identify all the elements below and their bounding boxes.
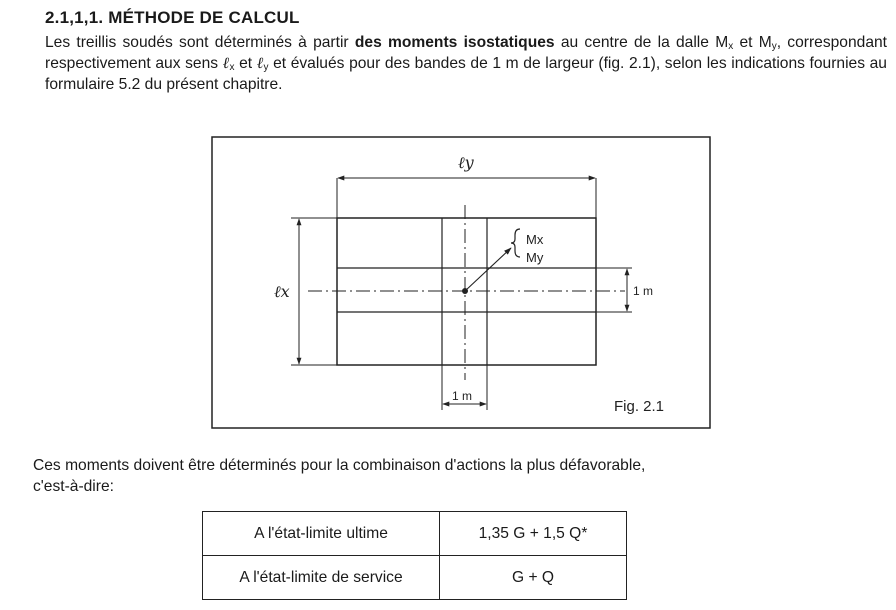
intro-bold-term: des moments isostatiques	[354, 34, 555, 51]
table-cell-state: A l'état-limite ultime	[203, 512, 440, 556]
moment-leader	[465, 248, 511, 291]
moment-brace	[511, 229, 520, 257]
intro-ell-y-sub: y	[263, 62, 269, 73]
intro-ell-x: ℓ	[222, 54, 230, 72]
intro-sub-y: y	[771, 41, 777, 52]
intro-sub-x: x	[728, 41, 734, 52]
intro-text-5: et	[234, 55, 257, 72]
figure-caption: Fig. 2.1	[614, 398, 665, 415]
intro-ell-y: ℓ	[256, 54, 264, 72]
intro-text-2: au centre de la dalle M	[554, 34, 729, 51]
label-mx: Mx	[526, 232, 544, 247]
conclusion-paragraph	[33, 455, 833, 497]
intro-text-1: Les treillis soudés sont déterminés à partir	[45, 34, 355, 51]
section-heading: 2.1,1,1. MÉTHODE DE CALCUL	[45, 8, 300, 27]
label-ly: ℓy	[458, 153, 474, 172]
table-cell-formula: 1,35 G + 1,5 Q*	[440, 512, 627, 556]
conclusion-line-2: c'est-à-dire:	[33, 478, 114, 495]
table-cell-formula: G + Q	[440, 556, 627, 600]
table-row	[203, 512, 627, 556]
intro-ell-x-sub: x	[229, 62, 235, 73]
label-lx: ℓx	[274, 282, 290, 301]
intro-text-6: et évalués pour des bandes de 1 m de largeur (fig. 2.1), selon les indications fournies au formulaire 5.2 du présent chapitre.	[45, 55, 887, 93]
table-row	[203, 556, 627, 600]
intro-text-3: et M	[733, 34, 772, 51]
load-combination-table	[202, 511, 627, 600]
intro-text-4: , correspondant respectivement aux sens	[45, 34, 887, 72]
table-cell-state: A l'état-limite de service	[203, 556, 440, 600]
label-1m-bottom: 1 m	[452, 389, 473, 403]
conclusion-line-1: Ces moments doivent être déterminés pour la combinaison d'actions la plus défavorable,	[33, 457, 646, 474]
label-1m-right: 1 m	[633, 284, 654, 298]
label-my: My	[526, 250, 544, 265]
